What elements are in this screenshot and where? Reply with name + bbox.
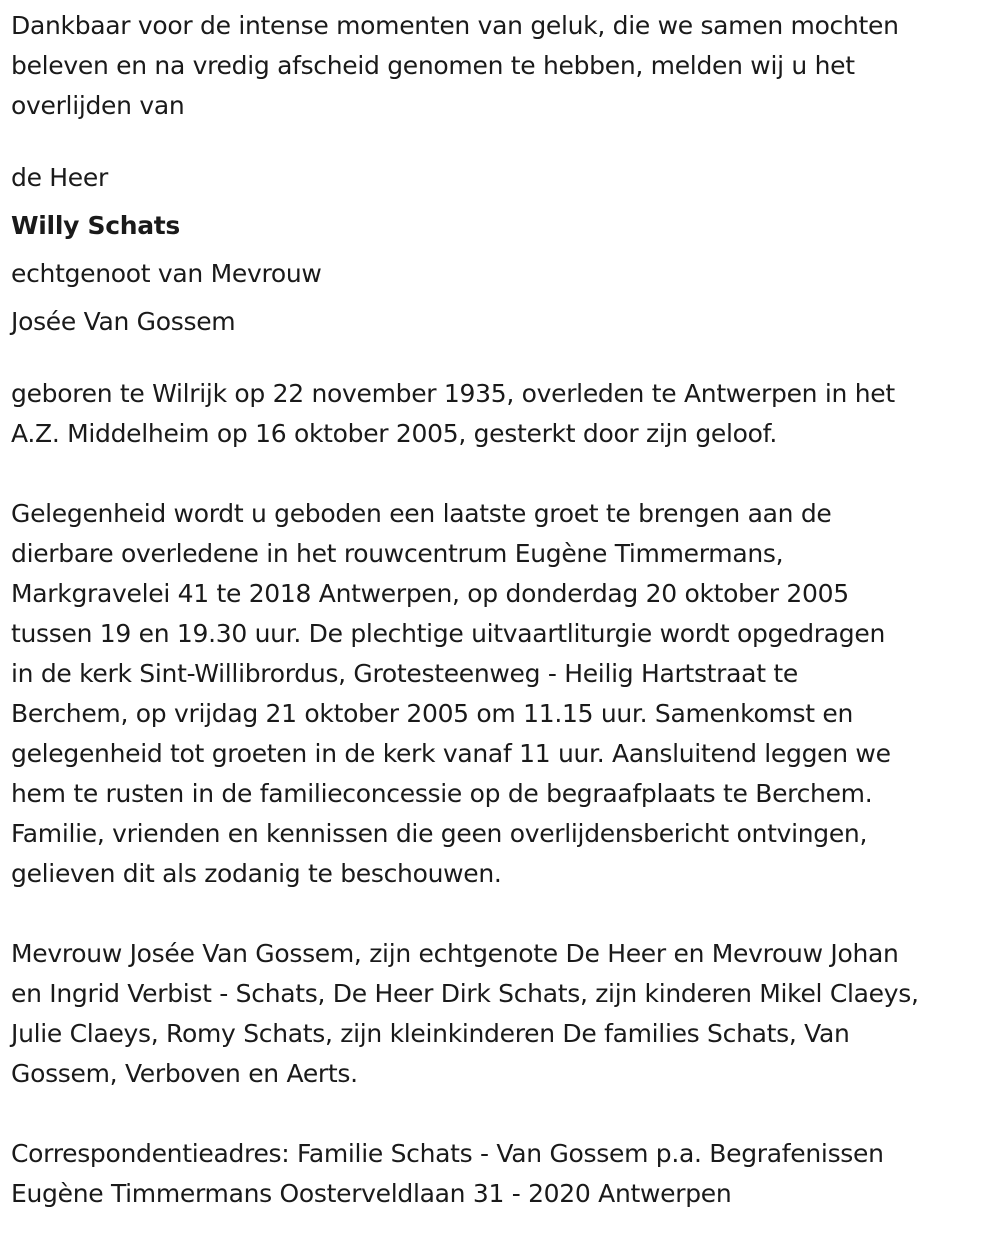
family-paragraph: Mevrouw Josée Van Gossem, zijn echtgenote De Heer en Mevrouw Johan en Ingrid Verbist - Schats, De Heer Dirk Schats, zijn kinderen Mikel Claeys, Julie Claeys, Romy Schats, zijn kleinkinderen De families Schats, Van Gossem, Verboven en Aerts. — [11, 939, 919, 1088]
deceased-name: Willy Schats — [11, 211, 181, 240]
correspondence-paragraph: Correspondentieadres: Familie Schats - Van Gossem p.a. Begrafenissen Eugène Timmermans Oosterveldlaan 31 - 2020 Antwerpen — [11, 1139, 884, 1208]
spouse-prefix: echtgenoot van Mevrouw — [11, 259, 322, 288]
paragraph-gap — [11, 894, 996, 934]
intro-paragraph: Dankbaar voor de intense momenten van geluk, die we samen mochten beleven en na vredig afscheid genomen te hebben, melden wij u het overlijden van — [11, 11, 899, 120]
spouse-name: Josée Van Gossem — [11, 307, 236, 336]
obituary-notice — [11, 6, 996, 1214]
paragraph-gap — [11, 454, 996, 494]
deceased-title: de Heer — [11, 163, 108, 192]
deceased-block — [11, 154, 996, 346]
birth-death-paragraph: geboren te Wilrijk op 22 november 1935, overleden te Antwerpen in het A.Z. Middelheim op 16 oktober 2005, gesterkt door zijn geloof. — [11, 379, 895, 448]
paragraph-gap — [11, 1094, 996, 1134]
ceremony-paragraph: Gelegenheid wordt u geboden een laatste groet te brengen aan de dierbare overledene in het rouwcentrum Eugène Timmermans, Markgravelei 41 te 2018 Antwerpen, op donderdag 20 oktober 2005 tussen 19 en 19.30 uur. De plechtige uitvaartliturgie wordt opgedragen in de kerk Sint-Willibrordus, Grotesteenweg - Heilig Hartstraat te Berchem, op vrijdag 21 oktober 2005 om 11.15 uur. Samenkomst en gelegenheid tot groeten in de kerk vanaf 11 uur. Aansluitend leggen we hem te rusten in de familieconcessie op de begraafplaats te Berchem. Familie, vrienden en kennissen die geen overlijdensbericht ontvingen, gelieven dit als zodanig te beschouwen. — [11, 499, 891, 888]
